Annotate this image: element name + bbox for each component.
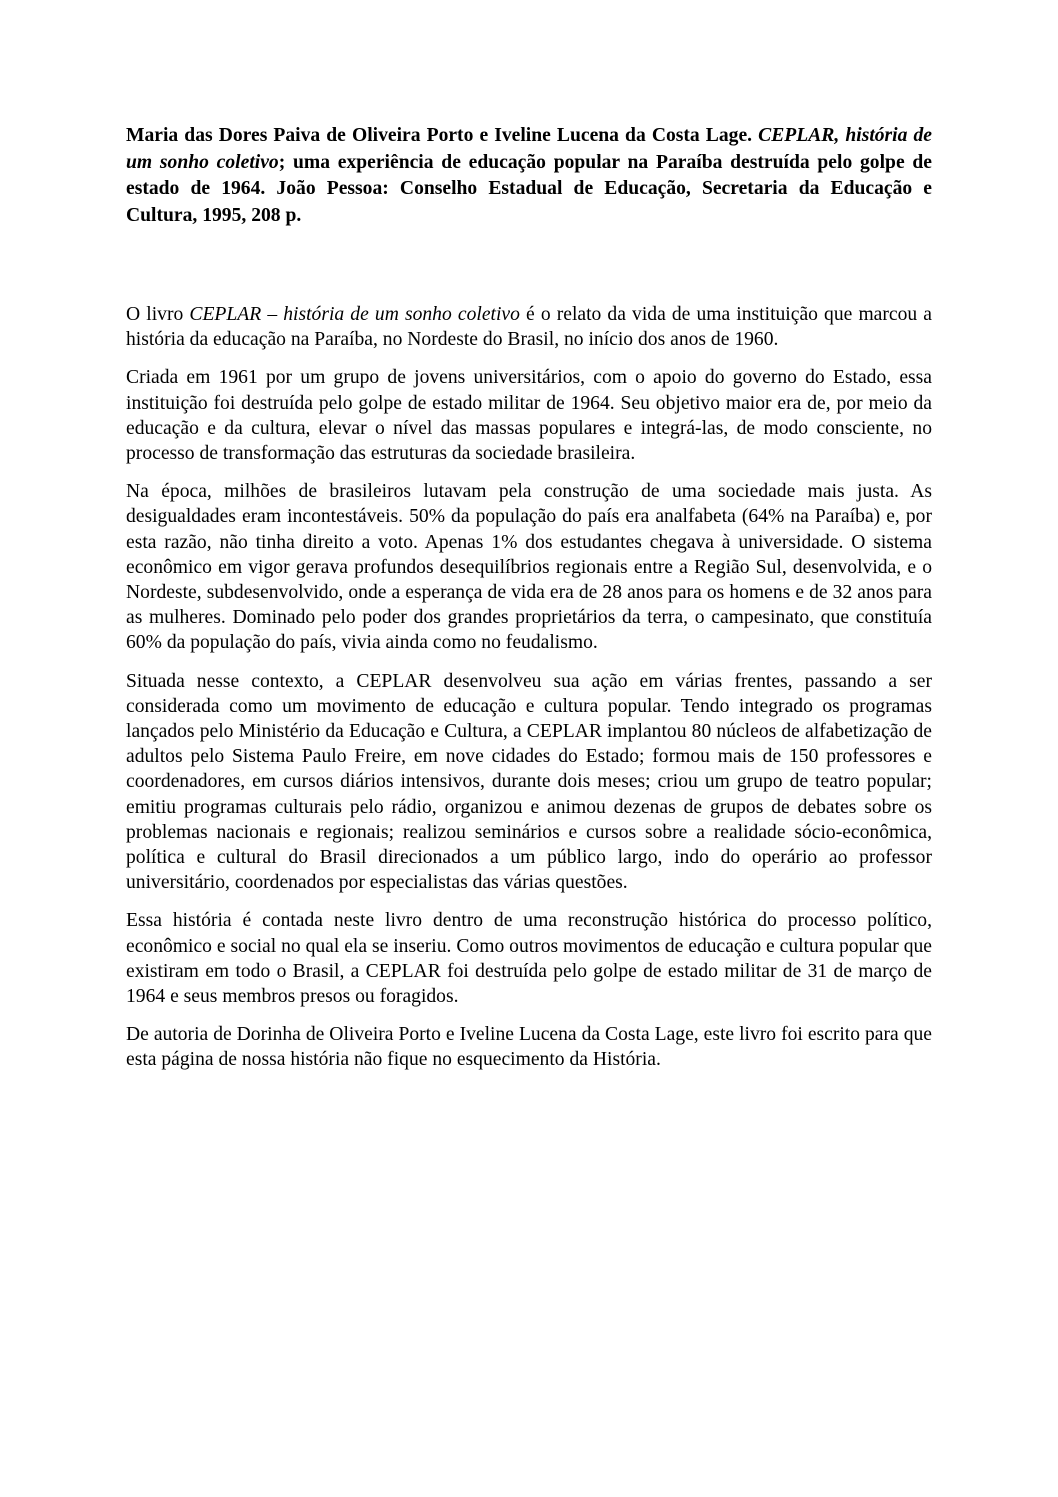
review-body — [126, 302, 932, 1086]
citation-book-title: CEPLAR, história de um sonho coletivo — [126, 125, 932, 173]
intro-book-title: CEPLAR – história de um sonho coletivo — [189, 304, 520, 325]
paragraph-intro — [126, 302, 932, 352]
paragraph-authorship: De autoria de Dorinha de Oliveira Porto e Iveline Lucena da Costa Lage, este livro foi escrito para que esta página de nossa história não fique no esquecimento da História. — [126, 1024, 932, 1071]
citation-block — [126, 123, 932, 229]
paragraph-founding: Criada em 1961 por um grupo de jovens universitários, com o apoio do governo do Estado, essa instituição foi destruída pelo golpe de estado militar de 1964. Seu objetivo maior era de, por meio da educação e da cultura, elevar o nível das massas populares e integrá-las, de modo consciente, no processo de transformação das estruturas da sociedade brasileira. — [126, 367, 932, 465]
paragraph-context: Na época, milhões de brasileiros lutavam pela construção de uma sociedade mais justa. As desigualdades eram incontestáveis. 50% da população do país era analfabeta (64% na Paraíba) e, por esta razão, não tinha direito a voto. Apenas 1% dos estudantes chegava à universidade. O sistema econômico em vigor gerava profundos desequilíbrios regionais entre a Região Sul, desenvolvida, e o Nordeste, subdesenvolvido, onde a esperança de vida era de 28 anos para os homens e de 32 anos para as mulheres. Dominado pelo poder dos grandes proprietários da terra, o campesinato, que constituía 60% da população do país, vivia ainda como no feudalismo. — [126, 481, 932, 654]
citation-authors: Maria das Dores Paiva de Oliveira Porto e Iveline Lucena da Costa Lage. — [126, 125, 759, 146]
intro-suffix: é o relato da vida de uma instituição que marcou a história da educação na Paraíba, no Nordeste do Brasil, no início dos anos de 1960. — [126, 304, 932, 351]
paragraph-history: Essa história é contada neste livro dentro de uma reconstrução histórica do processo político, econômico e social no qual ela se inseriu. Como outros movimentos de educação e cultura popular que existiram em todo o Brasil, a CEPLAR foi destruída pelo golpe de estado militar de 31 de março de 1964 e seus membros presos ou foragidos. — [126, 910, 932, 1008]
intro-prefix: O livro — [126, 304, 190, 325]
citation-publication-details: ; uma experiência de educação popular na Paraíba destruída pelo golpe de estado de 1964. João Pessoa: Conselho Estadual de Educação, Secretaria da Educação e Cultura, 1995, 208 p. — [126, 151, 932, 226]
paragraph-activities: Situada nesse contexto, a CEPLAR desenvolveu sua ação em várias frentes, passando a ser considerada como um movimento de educação e cultura popular. Tendo integrado os programas lançados pelo Ministério da Educação e Cultura, a CEPLAR implantou 80 núcleos de alfabetização de adultos pelo Sistema Paulo Freire, em nove cidades do Estado; formou mais de 150 professores e coordenadores, em cursos diários intensivos, durante dois meses; criou um grupo de teatro popular; emitiu programas culturais pelo rádio, organizou e animou dezenas de grupos de debates sobre os problemas nacionais e regionais; realizou seminários e cursos sobre a realidade sócio-econômica, política e cultural do Brasil direcionados a um público largo, indo do operário ao professor universitário, coordenados por especialistas das várias questões. — [126, 670, 932, 894]
bibliographic-citation — [126, 123, 932, 229]
